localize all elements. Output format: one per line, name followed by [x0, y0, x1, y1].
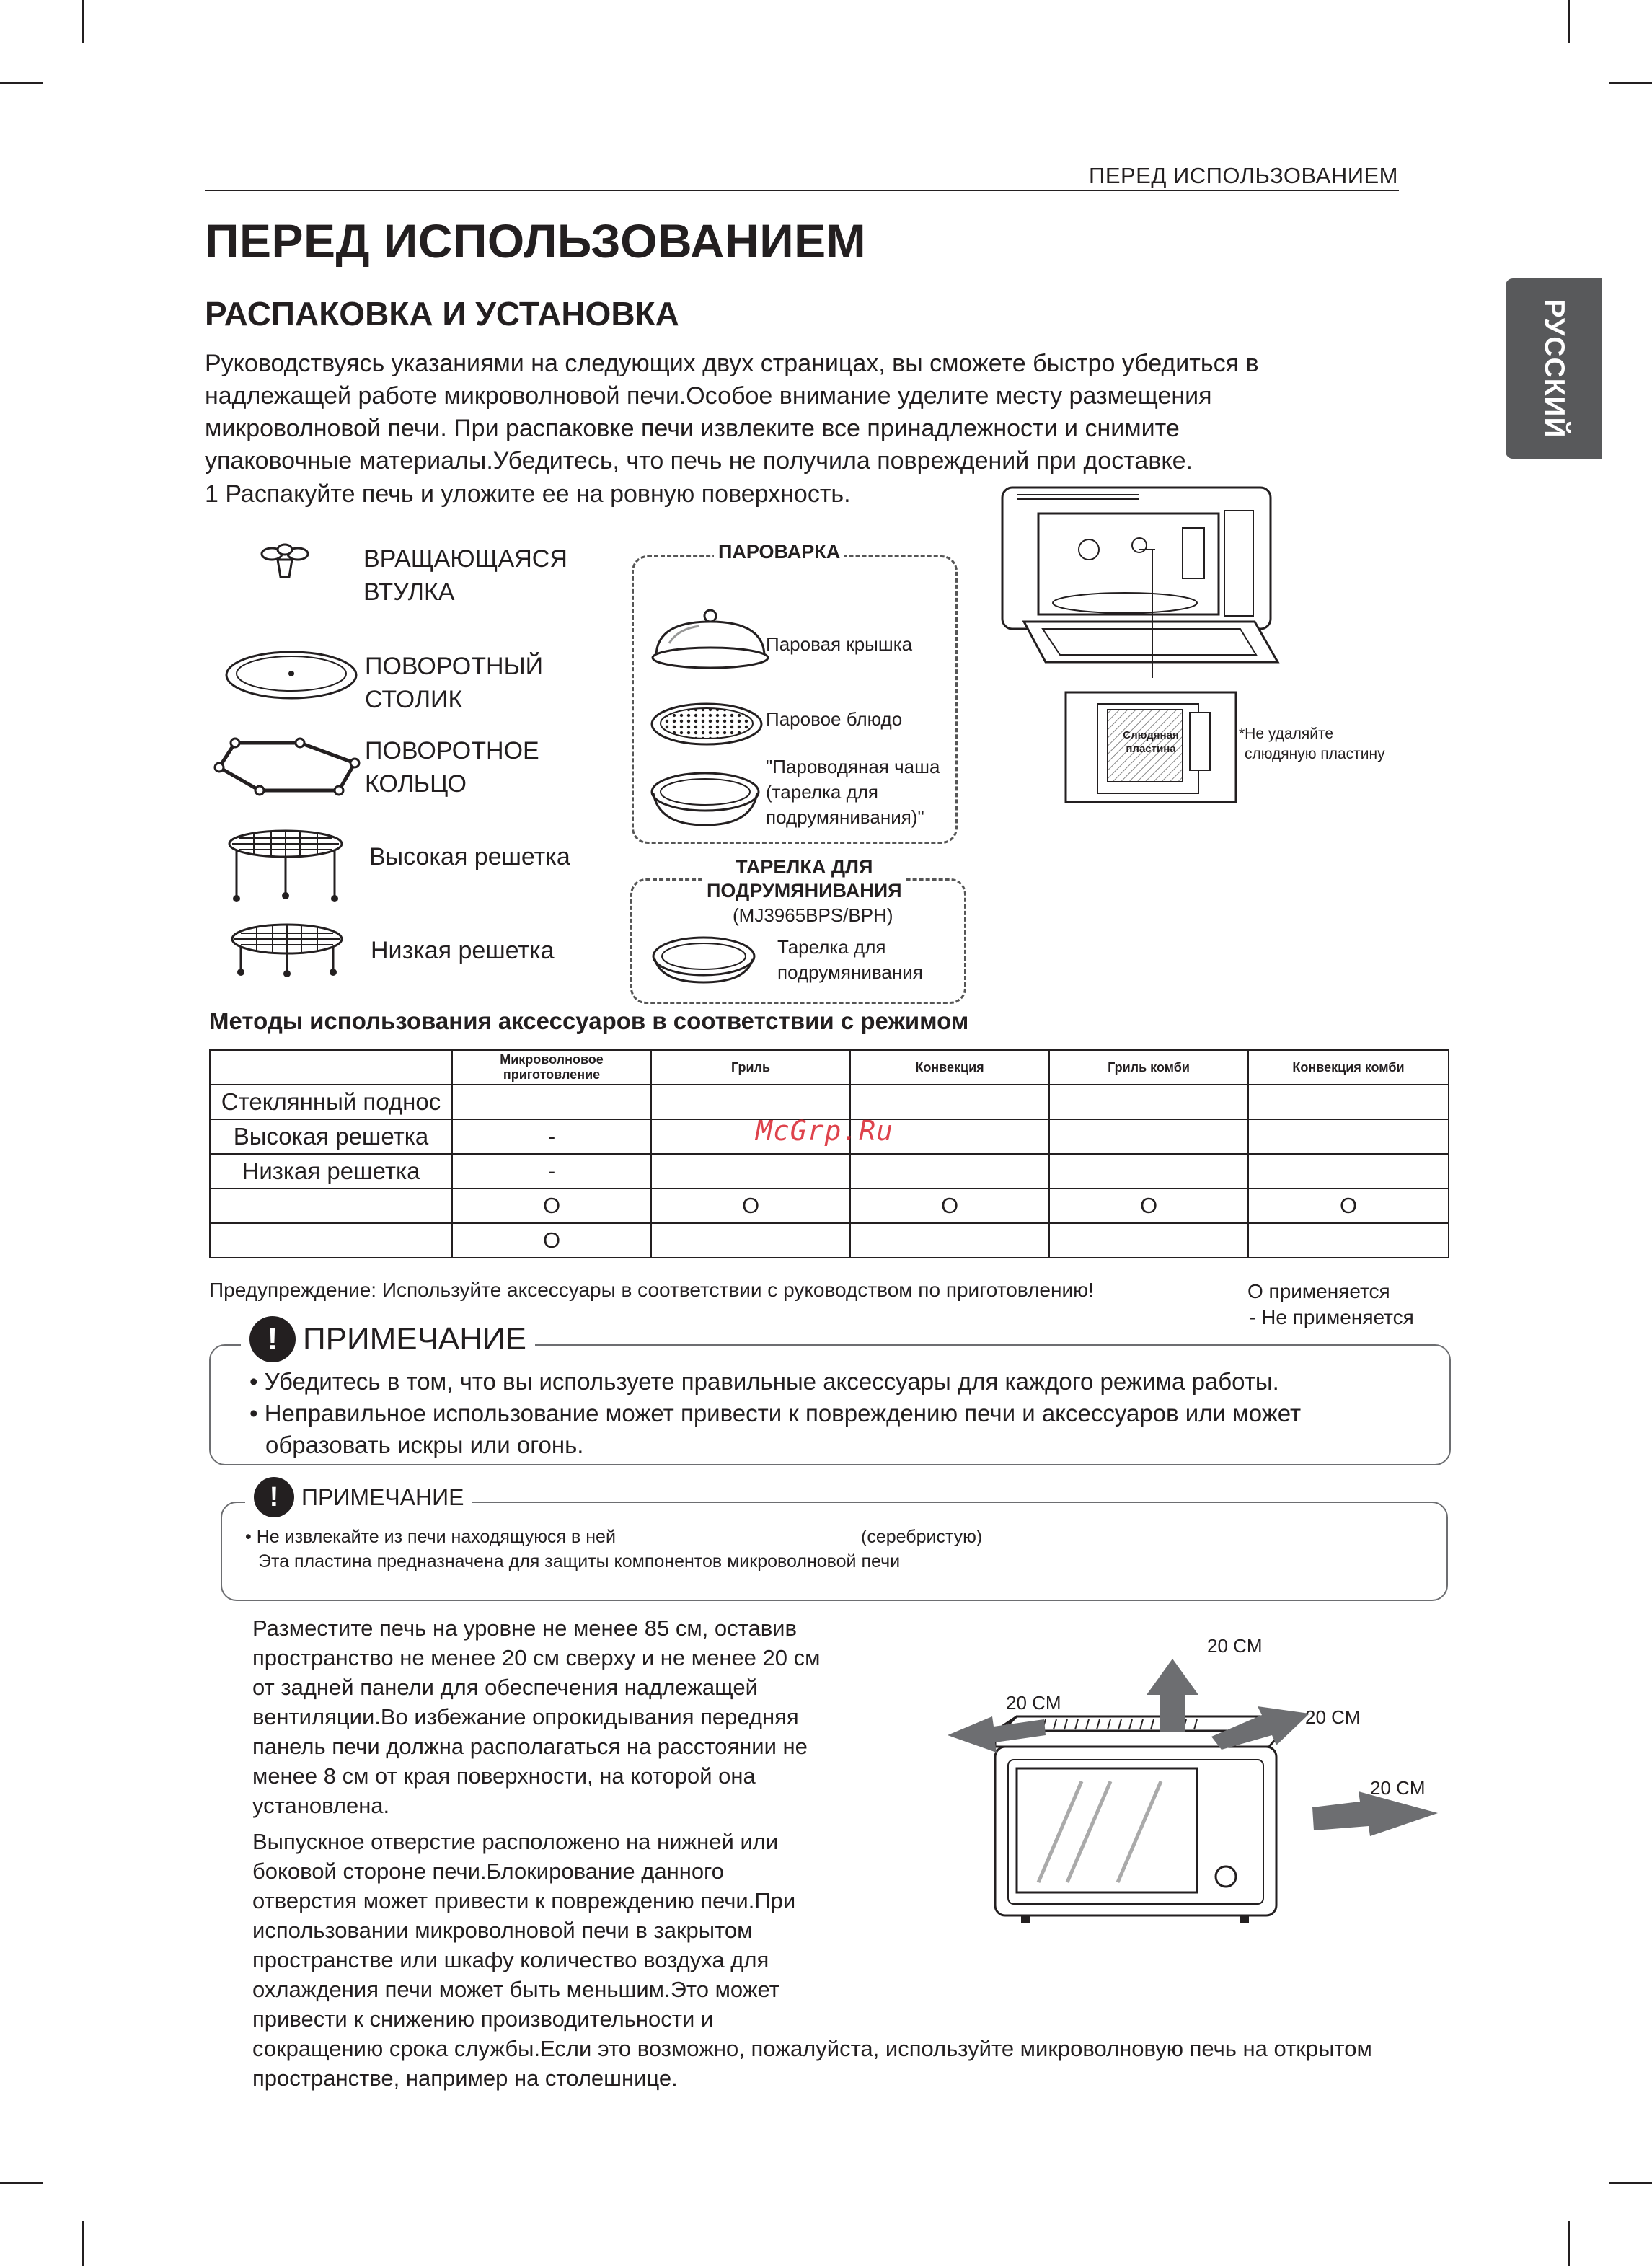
table-cell: [850, 1154, 1049, 1189]
note-body-2-line-1a: • Не извлекайте из печи находящуюся в ней: [245, 1527, 616, 1547]
mica-plate-label-line: Слюдяная: [1123, 729, 1179, 741]
paragraph-line: пространстве или шкафу количество воздуха для: [252, 1947, 769, 1972]
clearance-top-label: 20 CM: [1207, 1635, 1263, 1657]
table-cell: [1248, 1119, 1449, 1154]
table-cell: [651, 1154, 850, 1189]
table-header-cell: Гриль: [651, 1050, 850, 1085]
table-header-cell: Микроволновое приготовление: [452, 1050, 651, 1085]
table-row-label: [210, 1189, 452, 1223]
clearance-left-label: 20 CM: [1006, 1692, 1061, 1714]
mica-note: [1239, 724, 1385, 764]
table-header-cell: Конвекция: [850, 1050, 1049, 1085]
table-header-cell: Конвекция комби: [1248, 1050, 1449, 1085]
intro-line: микроволновой печи. При распаковке печи извлеките все принадлежности и снимите: [205, 415, 1180, 442]
browning-plate-icon: [650, 935, 757, 987]
table-cell: [651, 1085, 850, 1119]
coupler-label: [363, 542, 567, 609]
methods-title: Методы использования аксессуаров в соответствии с режимом: [209, 1008, 969, 1034]
table-row-label: Высокая решетка: [210, 1119, 452, 1154]
running-header: ПЕРЕД ИСПОЛЬЗОВАНИЕМ: [1089, 163, 1398, 188]
intro-line: упаковочные материалы.Убедитесь, что печь не получила повреждений при доставке.: [205, 447, 1193, 475]
note-header-2: [245, 1477, 472, 1517]
table-row: [210, 1189, 1449, 1223]
paragraph-line: установлена.: [252, 1793, 390, 1818]
high-rack-icon: [225, 828, 346, 906]
steam-bowl-icon: [649, 770, 761, 829]
browning-box-title-line: ПОДРУМЯНИВАНИЯ: [707, 880, 902, 901]
note-body-1: [249, 1366, 1301, 1461]
table-cell: [1248, 1223, 1449, 1258]
note-bullet: • Неправильное использование может привести к повреждению печи и аксессуаров или может: [249, 1400, 1302, 1427]
paragraph-line: привести к снижению производительности и: [252, 2006, 714, 2032]
language-tab-label: РУССКИЙ: [1539, 299, 1570, 438]
table-cell: [1049, 1154, 1248, 1189]
page-title: ПЕРЕД ИСПОЛЬЗОВАНИЕМ: [205, 214, 867, 268]
table-header-cell: [210, 1050, 452, 1085]
browning-model: (MJ3965BPS/BPH): [733, 904, 893, 926]
note-bullet: • Убедитесь в том, что вы используете правильные аксессуары для каждого режима работы.: [249, 1368, 1279, 1395]
paragraph-line: охлаждения печи может быть меньшим.Это может: [252, 1977, 779, 2002]
section-title: РАСПАКОВКА И УСТАНОВКА: [205, 295, 679, 332]
table-cell: O: [850, 1189, 1049, 1223]
browning-box-title: [702, 855, 906, 903]
note-header-1: [241, 1316, 535, 1362]
table-cell: [1049, 1119, 1248, 1154]
table-row: [210, 1154, 1449, 1189]
table-legend: [1226, 1279, 1414, 1331]
coupler-icon: [256, 542, 314, 584]
crop-mark: [1609, 82, 1652, 84]
turntable-icon: [224, 649, 359, 701]
intro-line: Руководствуясь указаниями на следующих двух страницах, вы сможете быстро убедиться в: [205, 350, 1259, 377]
table-row-label: [210, 1223, 452, 1258]
table-cell: [1248, 1154, 1449, 1189]
placement-paragraph-1: [252, 1613, 820, 1820]
steamer-box-title: ПАРОВАРКА: [714, 541, 844, 563]
warning-text: Предупреждение: Используйте аксессуары в соответствии с руководством по приготовлению!: [209, 1279, 1094, 1301]
roller-ring-label-line: ПОВОРОТНОЕ: [365, 737, 539, 764]
mica-plate-label: [1115, 728, 1187, 756]
paragraph-line: вентиляции.Во избежание опрокидывания передняя: [252, 1704, 799, 1729]
coupler-label-line: ВРАЩАЮЩАЯСЯ: [363, 545, 567, 573]
steam-bowl-label: [766, 754, 940, 830]
note-body-2-line-2: Эта пластина предназначена для защиты компонентов микроволновой печи: [258, 1551, 901, 1571]
table-cell: O: [452, 1223, 651, 1258]
low-rack-icon: [228, 920, 346, 981]
paragraph-line: пространство не менее 20 см сверху и не менее 20 см: [252, 1645, 821, 1670]
table-cell: [452, 1085, 651, 1119]
table-row: [210, 1223, 1449, 1258]
legend-applies: O применяется: [1247, 1280, 1390, 1302]
coupler-label-line: ВТУЛКА: [363, 578, 455, 606]
steam-lid-label: Паровая крышка: [766, 633, 913, 655]
paragraph-line: сокращению срока службы.Если это возможно, пожалуйста, используйте микроволновую печь на открытом: [252, 2036, 1372, 2061]
table-cell: [651, 1223, 850, 1258]
table-cell: O: [651, 1189, 850, 1223]
note-body-2-line-1b: (серебристую): [861, 1527, 983, 1547]
crop-mark: [0, 2182, 43, 2184]
table-row-label: Низкая решетка: [210, 1154, 452, 1189]
crop-mark: [1568, 0, 1570, 43]
browning-plate-label-line: Тарелка для: [777, 936, 886, 958]
steam-bowl-label-line: подрумянивания)": [766, 806, 924, 828]
paragraph-line: пространстве, например на столешнице.: [252, 2066, 678, 2091]
table-cell: [1049, 1223, 1248, 1258]
crop-mark: [1609, 2182, 1652, 2184]
mica-note-line: слюдяную пластину: [1245, 746, 1385, 762]
oven-open-door-icon: [995, 485, 1284, 679]
paragraph-line: менее 8 см от края поверхности, на которой она: [252, 1763, 756, 1789]
crop-mark: [1568, 2221, 1570, 2266]
paragraph-line: Выпускное отверстие расположено на нижней или: [252, 1829, 779, 1854]
table-cell: [1248, 1085, 1449, 1119]
table-cell: [850, 1085, 1049, 1119]
turntable-label-line: СТОЛИК: [365, 686, 463, 713]
step-1: 1 Распакуйте печь и уложите ее на ровную поверхность.: [205, 480, 851, 508]
watermark: McGrp.Ru: [756, 1115, 894, 1147]
table-cell: -: [452, 1154, 651, 1189]
roller-ring-label-line: КОЛЬЦО: [365, 770, 467, 798]
paragraph-line: Разместите печь на уровне не менее 85 см, оставив: [252, 1615, 797, 1641]
browning-plate-label-line: подрумянивания: [777, 961, 923, 983]
steam-bowl-label-line: "Пароводяная чаша: [766, 756, 940, 777]
browning-plate-label: [777, 935, 923, 985]
turntable-label-line: ПОВОРОТНЫЙ: [365, 653, 544, 680]
high-rack-label: Высокая решетка: [369, 843, 570, 870]
browning-box-title-line: ТАРЕЛКА ДЛЯ: [736, 856, 873, 878]
crop-mark: [82, 2221, 84, 2266]
table-cell: O: [1248, 1189, 1449, 1223]
clearance-right-label: 20 CM: [1370, 1777, 1426, 1799]
table-cell: O: [1049, 1189, 1248, 1223]
table-row: [210, 1085, 1449, 1119]
legend-not-applies: - Не применяется: [1249, 1306, 1414, 1328]
note-bullet: образовать искры или огонь.: [265, 1432, 584, 1458]
clearance-back-label: 20 CM: [1305, 1706, 1361, 1728]
roller-ring-label: [365, 734, 539, 801]
paragraph-line: отверстия может привести к повреждению печи.При: [252, 1888, 796, 1913]
turntable-label: [365, 650, 543, 716]
paragraph-line: боковой стороне печи.Блокирование данного: [252, 1859, 724, 1884]
paragraph-line: от задней панели для обеспечения надлежащей: [252, 1675, 758, 1700]
table-header-row: [210, 1050, 1449, 1085]
table-header-cell: Гриль комби: [1049, 1050, 1248, 1085]
paragraph-line: панель печи должна располагаться на расстоянии не: [252, 1734, 808, 1759]
steam-plate-icon: [649, 701, 764, 747]
paragraph-line: использовании микроволновой печи в закрытом: [252, 1918, 753, 1943]
intro-line: надлежащей работе микроволновой печи.Особое внимание уделите месту размещения: [205, 382, 1212, 410]
table-row-label: Стеклянный поднос: [210, 1085, 452, 1119]
steam-plate-label: Паровое блюдо: [766, 708, 903, 730]
table-cell: [1049, 1085, 1248, 1119]
mica-plate-label-line: пластина: [1126, 743, 1176, 755]
header-rule: [205, 190, 1399, 191]
intro-paragraph: [205, 348, 1431, 477]
exclamation-icon: !: [254, 1477, 294, 1517]
accessory-mode-table: [209, 1049, 1449, 1258]
crop-mark: [82, 0, 84, 43]
roller-ring-icon: [213, 737, 363, 796]
note-title-1: ПРИМЕЧАНИЕ: [303, 1321, 527, 1357]
exclamation-icon: !: [249, 1316, 296, 1362]
table-cell: -: [452, 1119, 651, 1154]
table-cell: [850, 1223, 1049, 1258]
table-cell: O: [452, 1189, 651, 1223]
low-rack-label: Низкая решетка: [371, 937, 555, 964]
crop-mark: [0, 82, 43, 84]
mica-note-line: *Не удаляйте: [1239, 726, 1334, 742]
language-tab: [1506, 278, 1602, 459]
steam-bowl-label-line: (тарелка для: [766, 781, 879, 803]
steam-lid-icon: [649, 607, 772, 672]
note-title-2: ПРИМЕЧАНИЕ: [301, 1484, 464, 1510]
